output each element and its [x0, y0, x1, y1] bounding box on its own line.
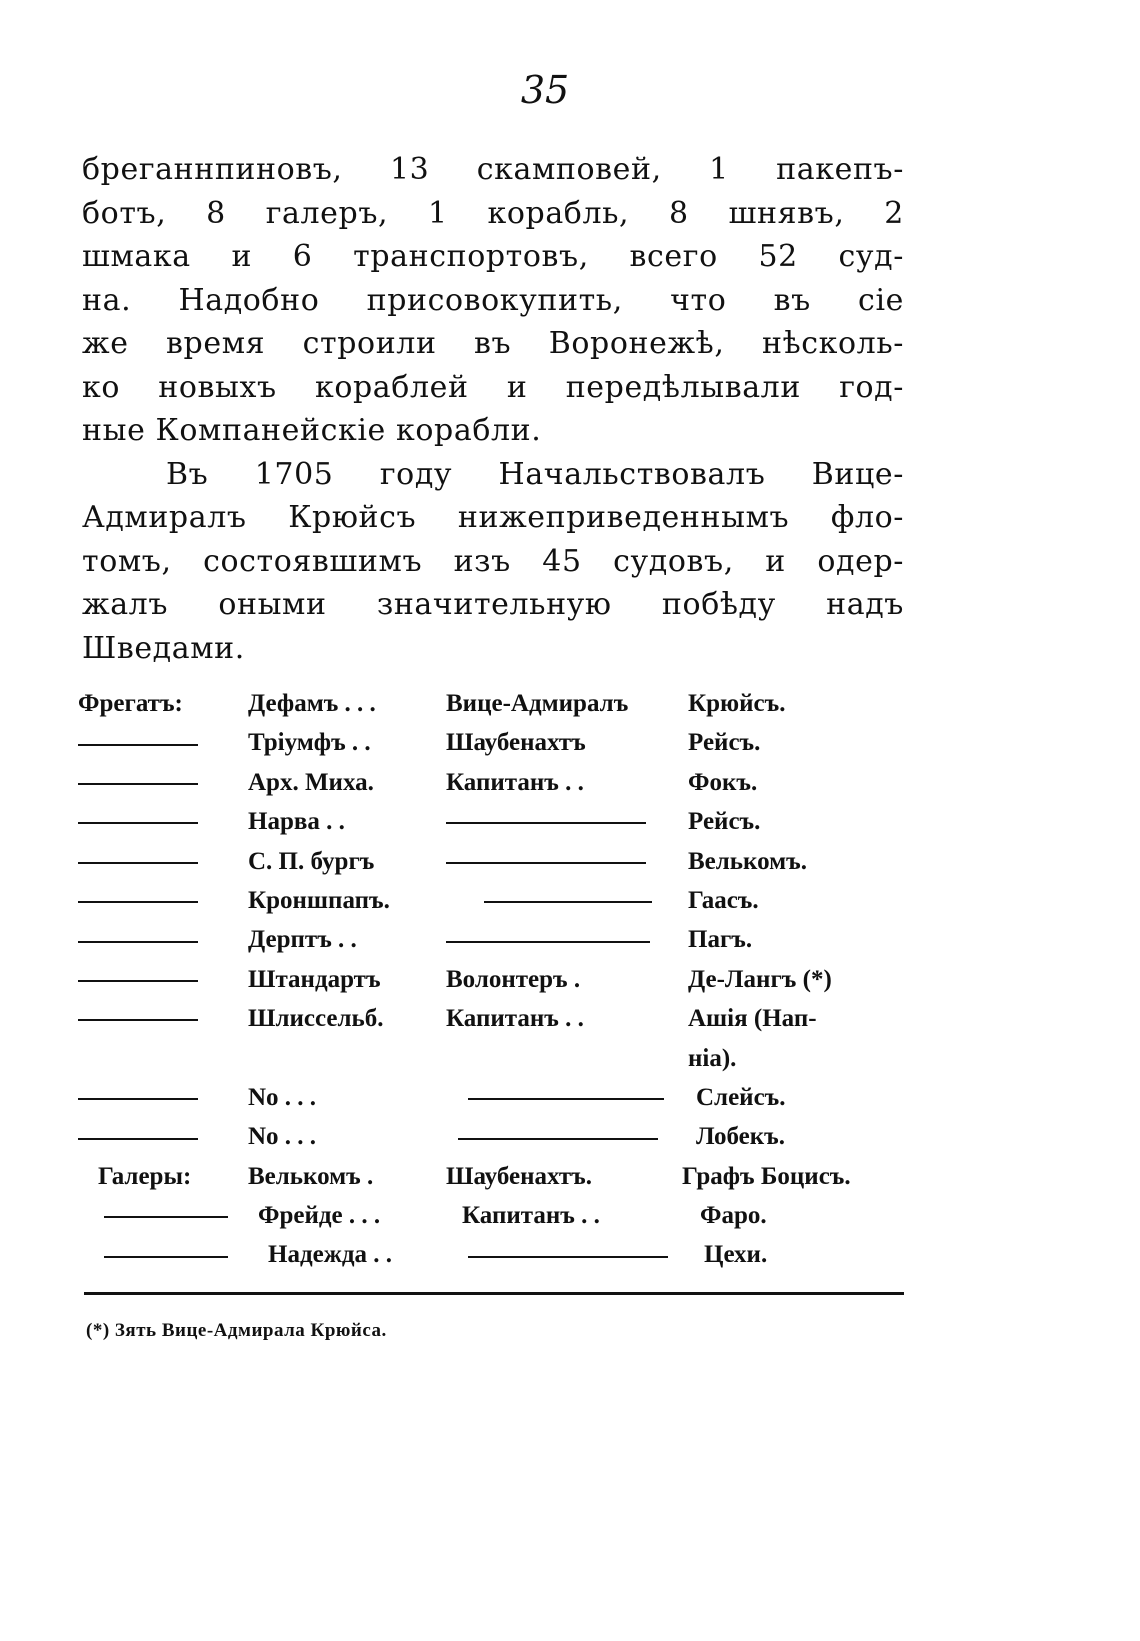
paragraph-1	[82, 148, 904, 453]
text-line: ные Компанейскіе корабли.	[82, 413, 542, 448]
commander-name: Фаро.	[700, 1202, 767, 1230]
ditto-mark	[78, 808, 198, 836]
table-row	[76, 767, 916, 806]
text-line: жалъ оными значительную побѣду надъ	[82, 587, 904, 622]
table-row	[76, 885, 916, 924]
commander-rank: Шаубенахтъ.	[446, 1162, 593, 1190]
ditto-mark	[104, 1241, 228, 1269]
table-row	[76, 1003, 916, 1042]
footnote-divider	[84, 1292, 904, 1295]
text-line: ко новыхъ кораблей и передѣлывали год-	[82, 369, 904, 405]
page-number: 35	[520, 68, 570, 112]
ship-name: Тріумфъ . .	[248, 729, 371, 757]
ditto-mark	[78, 1084, 198, 1112]
commander-rank: Капитанъ . .	[462, 1202, 600, 1230]
ditto-mark	[78, 966, 198, 994]
commander-rank: Шаубенахтъ	[446, 729, 586, 757]
text-line: Въ 1705 году Начальствовалъ Вице-	[166, 456, 904, 492]
commander-name: Гаасъ.	[688, 886, 759, 914]
ship-name: Фрейде . . .	[258, 1202, 381, 1230]
ditto-mark	[78, 848, 198, 876]
table-row	[76, 964, 916, 1003]
ship-name: Надежда . .	[268, 1241, 392, 1269]
ship-name: Нарва . .	[248, 808, 345, 836]
commander-name: Цехи.	[704, 1241, 768, 1269]
commander-name: Рейсъ.	[688, 729, 761, 757]
text-line: томъ, состоявшимъ изъ 45 судовъ, и одер-	[82, 543, 904, 579]
ship-name: Арх. Миха.	[248, 768, 374, 796]
body-text	[82, 148, 904, 670]
table-row	[76, 1082, 916, 1121]
table-row	[76, 727, 916, 766]
ditto-mark	[104, 1202, 228, 1230]
ditto-mark	[446, 926, 650, 954]
ship-type: Фрегатъ:	[78, 690, 183, 717]
ship-name: С. П. бургъ	[248, 847, 375, 875]
ditto-mark	[468, 1084, 664, 1112]
commander-name: Ашія (Нап-	[688, 1005, 817, 1033]
ditto-mark	[78, 769, 198, 797]
table-row	[76, 1043, 916, 1082]
commander-name: Пагъ.	[688, 926, 753, 954]
table-row	[76, 1161, 916, 1200]
table-row	[76, 688, 916, 727]
table-row	[76, 924, 916, 963]
commander-rank: Вице-Адмиралъ	[446, 690, 629, 717]
commander-name: Крюйсъ.	[688, 690, 786, 717]
ship-name: Дефамъ . . .	[248, 690, 376, 717]
commander-name: Графъ Боцисъ.	[682, 1162, 851, 1190]
ship-name: Шлиссельб.	[248, 1005, 384, 1033]
ship-name: No . . .	[248, 1083, 317, 1111]
text-line: же время строили въ Воронежѣ, нѣсколь-	[82, 326, 904, 361]
table-row	[76, 806, 916, 845]
commander-rank: Капитанъ . .	[446, 1005, 584, 1033]
ditto-mark	[458, 1123, 658, 1151]
commander-name: ніа).	[688, 1044, 737, 1072]
ditto-mark	[468, 1241, 668, 1269]
text-line: ботъ, 8 галеръ, 1 корабль, 8 шнявъ, 2	[82, 195, 904, 231]
commander-name: Рейсъ.	[688, 808, 761, 836]
text-line: Шведами.	[82, 630, 245, 666]
table-row	[76, 1121, 916, 1160]
ditto-mark	[78, 1005, 198, 1033]
table-row	[76, 1200, 916, 1239]
ditto-mark	[446, 808, 646, 836]
ship-name: No . . .	[248, 1123, 317, 1151]
ditto-mark	[484, 887, 652, 915]
text-line: шмака и 6 транспортовъ, всего 52 суд-	[82, 239, 904, 274]
commander-name: Фокъ.	[688, 768, 758, 796]
ditto-mark	[78, 729, 198, 757]
ditto-mark	[78, 1123, 198, 1151]
ship-name: Велькомъ .	[248, 1162, 374, 1190]
ship-name: Кроншпапъ.	[248, 886, 390, 914]
ship-type: Галеры:	[98, 1162, 192, 1190]
ditto-mark	[446, 848, 646, 876]
table-row	[76, 846, 916, 885]
commander-rank: Капитанъ . .	[446, 768, 584, 796]
commander-name: Велькомъ.	[688, 847, 807, 875]
paragraph-2	[82, 453, 904, 671]
commander-name: Слейсъ.	[696, 1083, 786, 1111]
text-line: бреганнпиновъ, 13 скамповей, 1 пакепъ-	[82, 152, 904, 187]
commander-name: Лобекъ.	[696, 1123, 786, 1151]
ship-name: Дерптъ . .	[248, 926, 357, 954]
commander-rank: Волонтеръ .	[446, 965, 581, 993]
text-line: Адмиралъ Крюйсъ нижеприведеннымъ фло-	[82, 500, 904, 535]
ditto-mark	[78, 887, 198, 915]
fleet-table	[76, 688, 916, 1279]
table-row	[76, 1239, 916, 1278]
ship-name: Штандартъ	[248, 965, 381, 993]
footnote: (*) Зять Вице-Адмирала Крюйса.	[86, 1320, 387, 1341]
commander-name: Де-Лангъ (*)	[688, 965, 832, 993]
text-line: на. Надобно присовокупить, что въ сіе	[82, 282, 904, 318]
ditto-mark	[78, 926, 198, 954]
